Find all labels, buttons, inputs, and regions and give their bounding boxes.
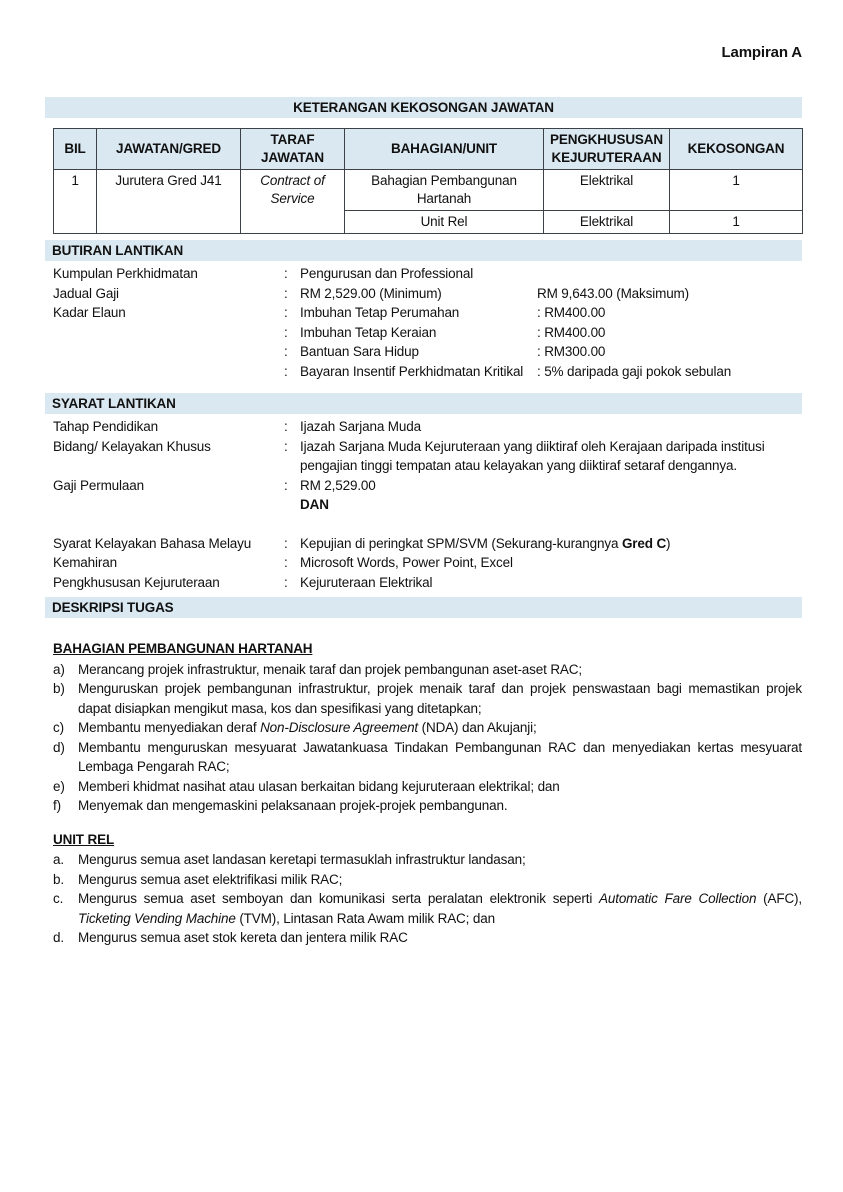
text-segment: ) [666, 535, 671, 551]
task-item-text [78, 718, 802, 738]
cell-bahagian-unit: Unit Rel [345, 211, 544, 234]
colon: : [284, 305, 288, 320]
task-item-text [78, 928, 802, 948]
kv-row [53, 476, 802, 515]
task-item [53, 889, 802, 928]
kv-value-line [300, 495, 802, 515]
col-header-pengkhususan: PENGKHUSUSAN KEJURUTERAAN [544, 129, 670, 170]
deskripsi-tugas-sections [53, 639, 802, 948]
allowance-amount: : RM400.00 [537, 324, 606, 340]
kv-value [300, 437, 802, 476]
kv-value-line [300, 417, 802, 437]
text-segment: (AFC), [756, 891, 802, 906]
kv-value [300, 476, 802, 515]
cell-pengkhususan: Elektrikal [544, 211, 670, 234]
kv-row [53, 553, 802, 573]
text-segment: Non-Disclosure Agreement [260, 720, 419, 735]
kv-value: Pengurusan dan Professional [300, 266, 474, 281]
task-item-marker: c. [53, 891, 64, 906]
colon: : [284, 574, 288, 590]
text-segment: Memberi khidmat nasihat atau ulasan berkaitan bidang kejuruteraan elektrikal; dan [78, 778, 560, 794]
task-item [53, 679, 802, 718]
kv-row [53, 573, 802, 593]
allowance-name: Imbuhan Tetap Keraian [300, 324, 437, 340]
task-item-text [78, 870, 802, 890]
task-item [53, 928, 802, 948]
section-bar-deskripsi-tugas [45, 597, 802, 618]
kv-label: Pengkhususan Kejuruteraan [53, 574, 220, 590]
text-segment: Microsoft Words, Power Point, Excel [300, 555, 513, 570]
cell-pengkhususan: Elektrikal [544, 170, 670, 211]
task-item-text [78, 777, 802, 797]
text-segment: Ijazah Sarjana Muda Kejuruteraan yang diiktiraf oleh Kerajaan daripada institusi pengajian tinggi tempatan atau kelayakan yang diiktiraf setaraf dengannya. [300, 438, 765, 473]
kv-row [53, 417, 802, 437]
colon: : [284, 285, 288, 301]
col-header-bahagian-unit: BAHAGIAN/UNIT [345, 129, 544, 170]
col-header-taraf-jawatan: TARAF JAWATAN [241, 129, 345, 170]
task-item-marker: b) [53, 681, 65, 696]
kv-label: Gaji Permulaan [53, 477, 144, 493]
value-maximum: RM 9,643.00 (Maksimum) [537, 285, 689, 301]
task-item-marker: f) [53, 798, 61, 813]
vacancy-title: KETERANGAN KEKOSONGAN JAWATAN [293, 100, 554, 115]
task-item [53, 777, 802, 797]
kv-label: Kemahiran [53, 555, 117, 570]
kv-value-line [300, 534, 802, 554]
kv-row [53, 264, 802, 284]
section-bar-syarat-lantikan [45, 393, 802, 414]
colon: : [284, 324, 288, 340]
task-item-marker: b. [53, 871, 64, 887]
allowance-item [284, 342, 802, 362]
task-item [53, 660, 802, 680]
vacancy-table [53, 128, 803, 234]
cell-kekosongan: 1 [670, 211, 803, 234]
task-item [53, 850, 802, 870]
task-item-marker: c) [53, 720, 64, 735]
allowance-item [284, 323, 802, 343]
kv-label: Tahap Pendidikan [53, 419, 158, 434]
kv-row [53, 534, 802, 554]
attachment-label: Lampiran A [721, 44, 802, 61]
kv-label: Kumpulan Perkhidmatan [53, 266, 198, 281]
section-bar-butiran-lantikan [45, 240, 802, 261]
colon: : [284, 266, 288, 281]
allowance-name: Imbuhan Tetap Perumahan [300, 305, 460, 320]
allowance-name: Bantuan Sara Hidup [300, 344, 419, 359]
text-segment: Menyemak dan mengemaskini pelaksanaan projek-projek pembangunan. [78, 798, 508, 813]
kv-value-line [300, 553, 802, 573]
kv-value [300, 534, 802, 554]
colon: : [284, 344, 288, 359]
kv-label: Jadual Gaji [53, 285, 119, 301]
colon: : [284, 535, 288, 551]
allowance-amount: : RM400.00 [537, 305, 606, 320]
kv-value [300, 417, 802, 437]
task-item [53, 718, 802, 738]
text-segment: (TVM), Lintasan Rata Awam milik RAC; dan [235, 910, 495, 926]
task-item-text [78, 660, 802, 680]
task-item-marker: d. [53, 930, 64, 945]
text-segment: Menguruskan projek pembangunan infrastruktur, projek menaik taraf dan projek penswastaan bagi memastikan projek dapat disiapkan mengikut masa, kos dan spesifikasi yang ditetapkan; [78, 681, 802, 716]
vacancy-title-bar [45, 97, 802, 118]
colon: : [284, 477, 288, 493]
colon: : [284, 419, 288, 434]
text-segment: RM 2,529.00 [300, 477, 376, 493]
text-segment: Ticketing Vending Machine [78, 910, 236, 926]
allowance-amount: : 5% daripada gaji pokok sebulan [537, 363, 732, 379]
text-segment: Mengurus semua aset semboyan dan komunikasi serta peralatan elektronik seperti [78, 891, 600, 906]
task-item-text [78, 679, 802, 718]
text-segment: Mengurus semua aset stok kereta dan jentera milik RAC [78, 930, 408, 945]
allowance-item [284, 362, 802, 382]
vacancy-table-row [54, 170, 803, 211]
section-title-syarat: SYARAT LANTIKAN [52, 396, 176, 411]
butiran-lantikan-rows [53, 261, 802, 381]
task-item-marker: a) [53, 661, 65, 677]
allowance-name: Bayaran Insentif Perkhidmatan Kritikal [300, 363, 524, 379]
kv-value-line [300, 437, 802, 476]
colon: : [284, 363, 288, 379]
kv-row [53, 303, 802, 381]
task-section-heading: BAHAGIAN PEMBANGUNAN HARTANAH [53, 641, 313, 656]
task-item-marker: a. [53, 852, 64, 867]
colon: : [284, 555, 288, 570]
cell-kekosongan: 1 [670, 170, 803, 211]
task-item [53, 738, 802, 777]
task-section [53, 830, 802, 948]
cell-bil: 1 [54, 170, 97, 234]
text-segment: (NDA) dan Akujanji; [418, 720, 537, 735]
task-item [53, 870, 802, 890]
task-item-text [78, 889, 802, 928]
kv-row [53, 284, 802, 304]
task-item [53, 796, 802, 816]
kv-label: Bidang/ Kelayakan Khusus [53, 438, 211, 454]
task-item-marker: d) [53, 739, 65, 755]
text-segment: Mengurus semua aset landasan keretapi termasuklah infrastruktur landasan; [78, 852, 526, 867]
task-section-heading: UNIT REL [53, 831, 115, 847]
allowance-amount: : RM300.00 [537, 344, 606, 359]
cell-taraf-jawatan: Contract of Service [241, 170, 345, 234]
text-segment: Membantu menguruskan mesyuarat Jawatankuasa Tindakan Pembangunan RAC dan menyediakan kertas mesyuarat Lembaga Pengarah RAC; [78, 739, 802, 774]
task-item-text [78, 738, 802, 777]
allowance-items [284, 303, 802, 381]
section-title-butiran: BUTIRAN LANTIKAN [52, 243, 184, 258]
text-segment: Merancang projek infrastruktur, menaik taraf dan projek pembangunan aset-aset RAC; [78, 661, 582, 677]
text-segment: Gred C [621, 535, 667, 551]
kv-row [53, 437, 802, 476]
text-segment: Kepujian di peringkat SPM/SVM (Sekurang-kurangnya [300, 535, 622, 551]
text-segment: Membantu menyediakan deraf [78, 720, 261, 735]
text-segment: Automatic Fare Collection [599, 891, 757, 906]
text-segment: Ijazah Sarjana Muda [300, 419, 421, 434]
task-item-text [78, 850, 802, 870]
kv-value [300, 284, 802, 304]
allowance-item [284, 303, 802, 323]
col-header-jawatan-gred: JAWATAN/GRED [97, 129, 241, 170]
text-segment: DAN [300, 497, 329, 512]
task-item-text [78, 796, 802, 816]
kv-label: Syarat Kelayakan Bahasa Melayu [53, 535, 252, 551]
col-header-kekosongan: KEKOSONGAN [670, 129, 803, 170]
text-segment: Kejuruteraan Elektrikal [300, 574, 433, 590]
syarat-lantikan-rows [53, 414, 802, 592]
section-title-deskripsi: DESKRIPSI TUGAS [52, 600, 174, 615]
kv-value-line [300, 573, 802, 593]
cell-jawatan-gred: Jurutera Gred J41 [97, 170, 241, 234]
vacancy-table-header-row [54, 129, 803, 170]
kv-value [300, 553, 802, 573]
kv-value-line [300, 476, 802, 496]
task-section [53, 639, 802, 816]
kv-value [300, 573, 802, 593]
colon: : [284, 438, 288, 454]
task-item-marker: e) [53, 778, 65, 794]
text-segment: Mengurus semua aset elektrifikasi milik RAC; [78, 871, 343, 887]
col-header-bil: BIL [54, 129, 97, 170]
value-minimum: RM 2,529.00 (Minimum) [300, 285, 442, 301]
cell-bahagian-unit: Bahagian Pembangunan Hartanah [345, 170, 544, 211]
kv-label: Kadar Elaun [53, 305, 126, 320]
